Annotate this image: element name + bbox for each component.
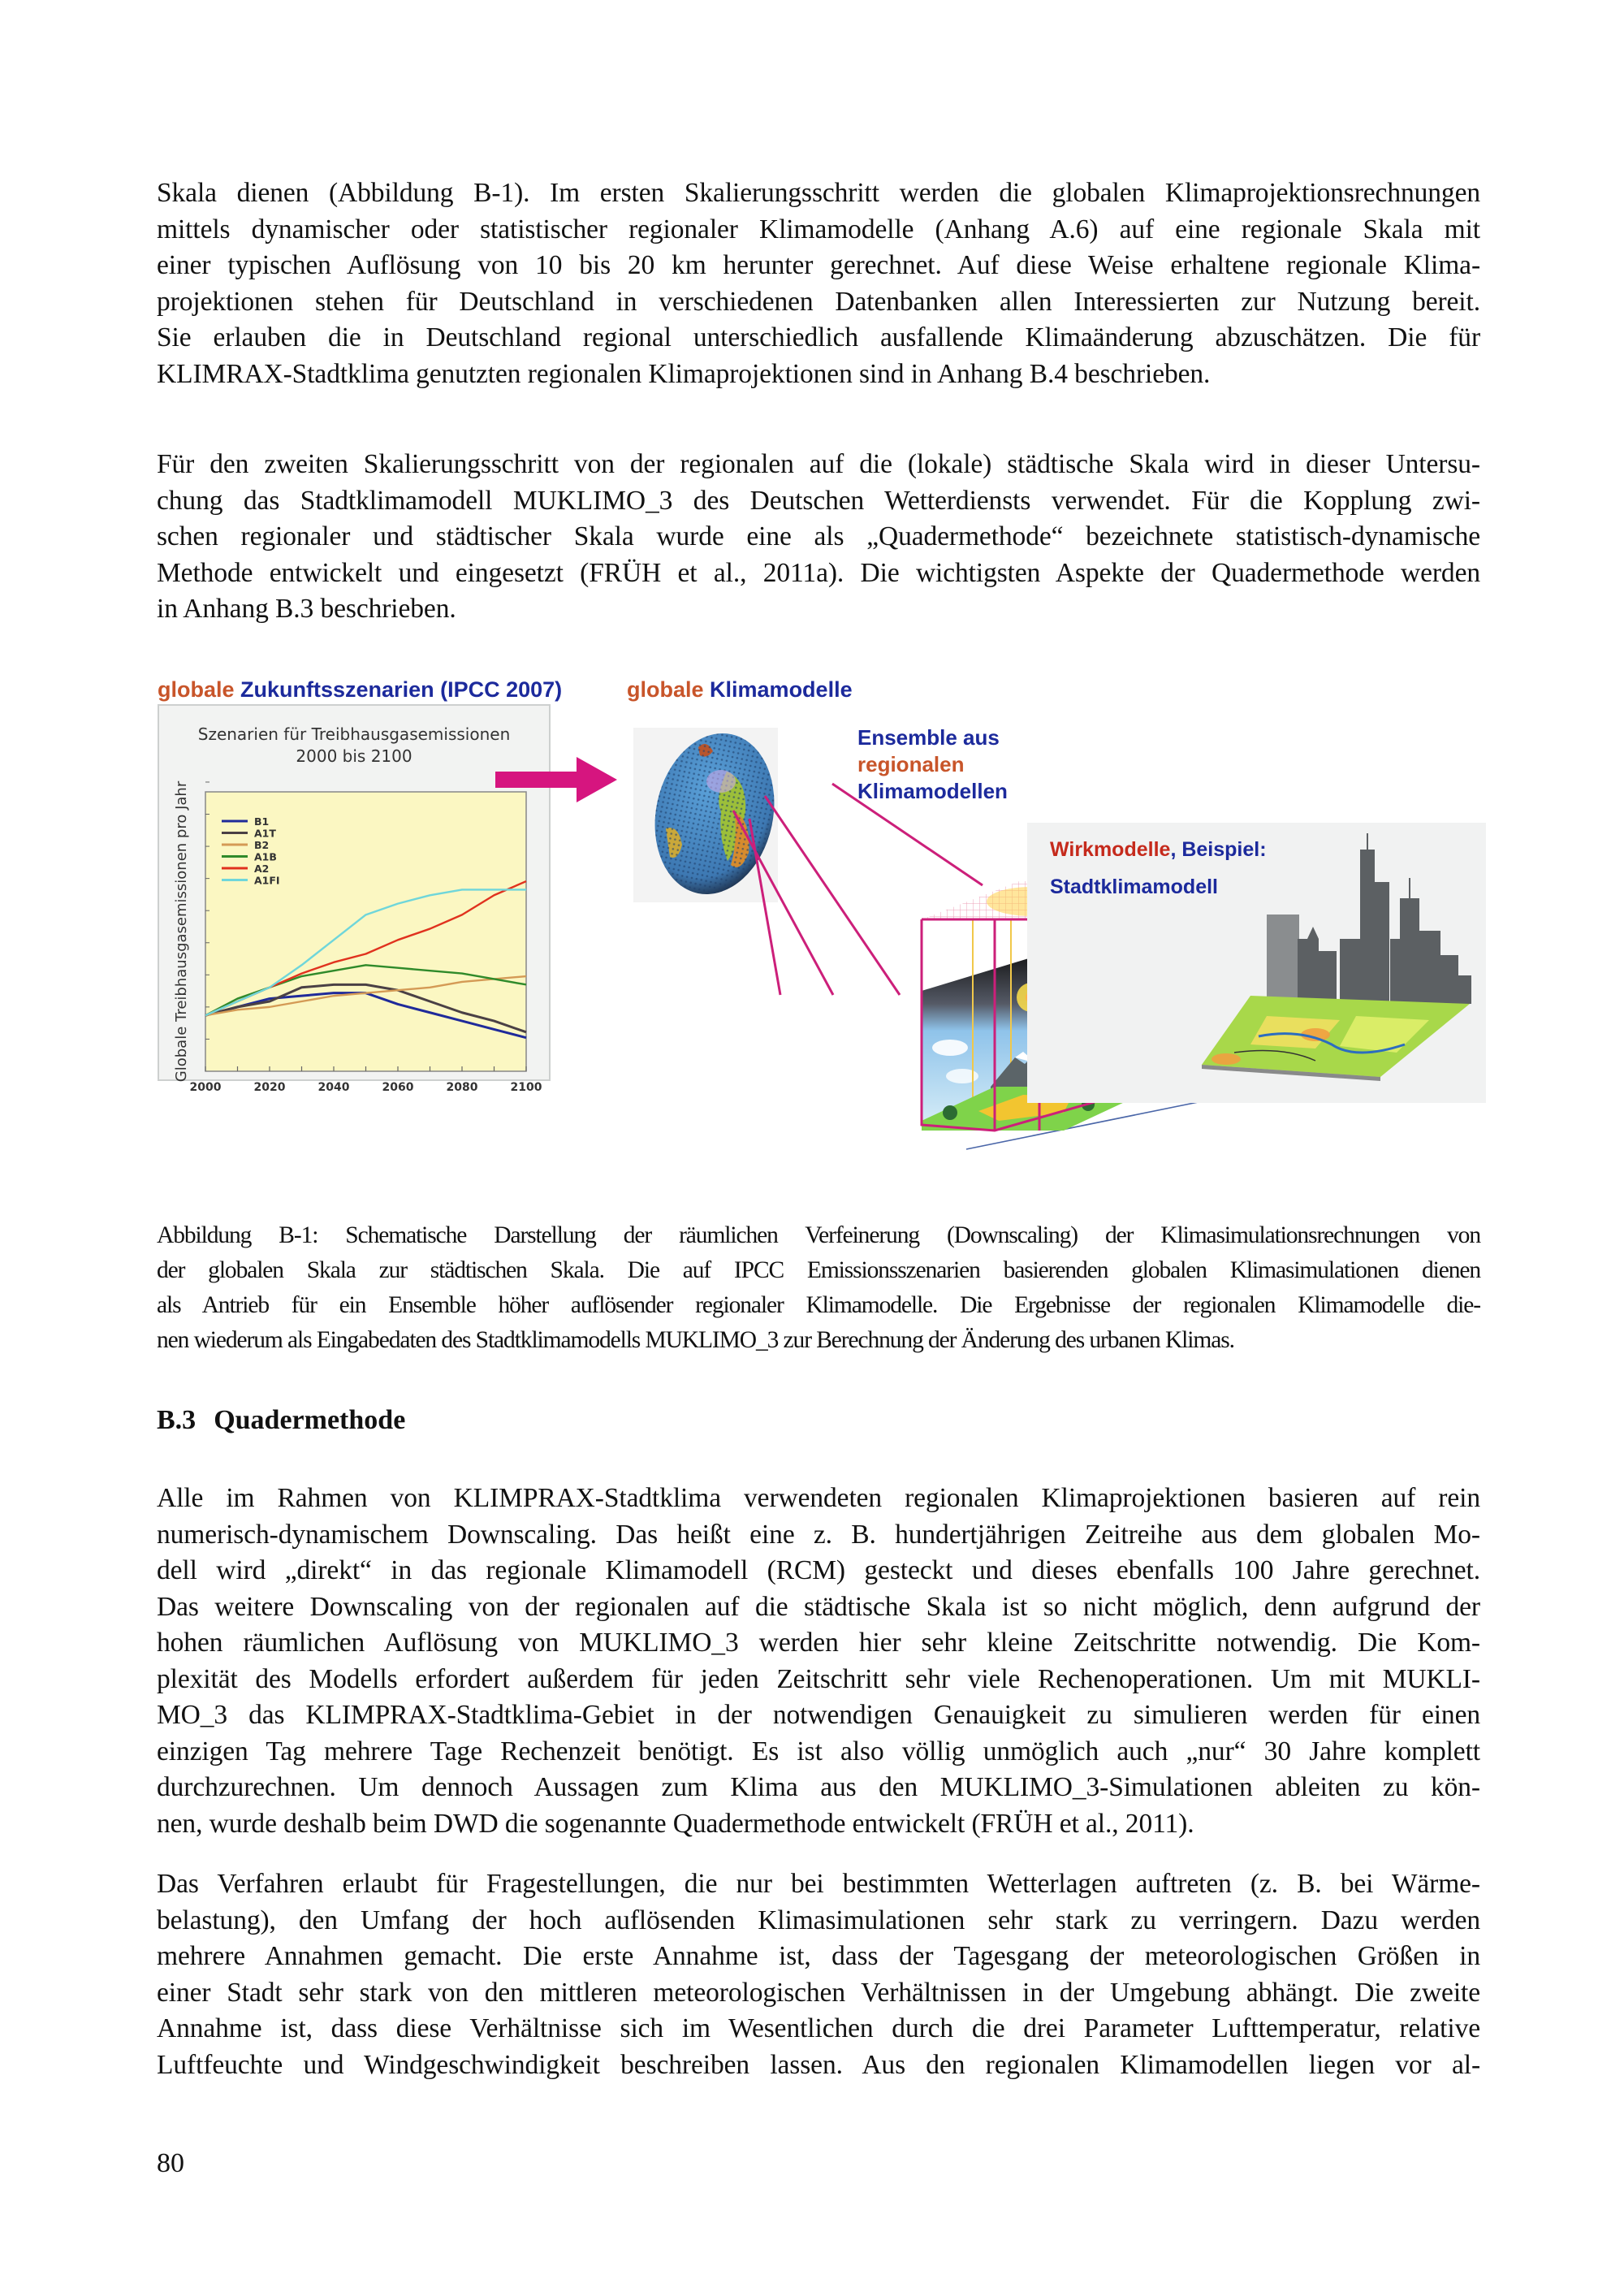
page-number: 80 bbox=[157, 2148, 184, 2178]
text-line: nen, wurde deshalb beim DWD die sogenannte Quadermethode entwickelt (FRÜH et al., 2011). bbox=[157, 1808, 1194, 1839]
ensemble-regional-models-label: Ensemble aus regionalen Klimamodellen bbox=[857, 725, 1008, 803]
text-line: schen regionaler und städtischer Skala wurde eine als „Quadermethode“ bezeichnete statistisch-dynamische bbox=[157, 521, 1480, 551]
text-line: Das Verfahren erlaubt für Fragestellungen, die nur bei bestimmten Wetterlagen auftreten (z. B. bei Wärme- bbox=[157, 1869, 1480, 1899]
paragraph-downscaling-step1 bbox=[157, 175, 1480, 392]
section-heading bbox=[157, 1405, 423, 1436]
text-line: numerisch-dynamischem Downscaling. Das heißt eine z. B. hundertjährigen Zeitreihe aus dem globalen Mo- bbox=[157, 1519, 1480, 1550]
text-line: mehrere Annahmen gemacht. Die erste Annahme ist, dass der Tagesgang der meteorologischen Größen in bbox=[157, 1941, 1480, 1971]
text-line: Das weitere Downscaling von der regionalen auf die städtische Skala ist so nicht möglich, denn aufgrund der bbox=[157, 1591, 1480, 1622]
svg-text:2040: 2040 bbox=[317, 1081, 350, 1094]
figure-downscaling-schematic bbox=[154, 674, 1486, 1210]
paragraph-quadermethode-procedure bbox=[157, 1866, 1480, 2083]
text-line: Methode entwickelt und eingesetzt (FRÜH et al., 2011a). Die wichtigsten Aspekte der Quadermethode werden bbox=[157, 557, 1480, 588]
text-line: Alle im Rahmen von KLIMPRAX-Stadtklima verwendeten regionalen Klimaprojektionen basieren auf rein bbox=[157, 1483, 1480, 1513]
caption-line: als Antrieb für ein Ensemble höher auflösender regionaler Klimamodelle. Die Ergebnisse der regionalen Klimamodelle die- bbox=[157, 1292, 1480, 1318]
text-line: MO_3 das KLIMPRAX-Stadtklima-Gebiet in der notwendigen Genauigkeit zu simulieren werden für einen bbox=[157, 1700, 1480, 1730]
paragraph-quadermethode-intro bbox=[157, 1481, 1480, 1842]
text-line: hohen räumlichen Auflösung von MUKLIMO_3 werden hier sehr kleine Zeitschritte notwendig. Die Kom- bbox=[157, 1628, 1480, 1658]
text-line: dell wird „direkt“ in das regionale Klimamodell (RCM) gesteckt und dieses ebenfalls 100 Jahre gerechnet. bbox=[157, 1555, 1480, 1585]
svg-text:A1B: A1B bbox=[254, 850, 277, 863]
text-line: mittels dynamischer oder statistischer regionaler Klimamodelle (Anhang A.6) auf eine regionale Skala mit bbox=[157, 214, 1480, 244]
figure-caption bbox=[157, 1218, 1480, 1358]
caption-line: der globalen Skala zur städtischen Skala. Die auf IPCC Emissionsszenarien basierenden globalen Klimasimulationen dienen bbox=[157, 1257, 1480, 1283]
svg-text:2060: 2060 bbox=[382, 1081, 414, 1094]
paragraph-downscaling-step2 bbox=[157, 447, 1480, 628]
text-line: Skala dienen (Abbildung B-1). Im ersten Skalierungsschritt werden die globalen Klimaprojektionsrechnungen bbox=[157, 178, 1480, 208]
svg-text:B1: B1 bbox=[254, 815, 270, 828]
chart-title: Szenarien für Treibhausgasemissionen 2000 bis 2100 bbox=[197, 724, 511, 766]
text-line: plexität des Modells erfordert außerdem für jeden Zeitschritt sehr viele Rechenoperationen. Um mit MUKLI- bbox=[157, 1663, 1480, 1694]
section-title: Quadermethode bbox=[214, 1405, 406, 1435]
text-line: einer typischen Auflösung von 10 bis 20 km herunter gerechnet. Auf diese Weise erhaltene regionale Klima- bbox=[157, 250, 1480, 280]
svg-text:A2: A2 bbox=[254, 863, 270, 875]
svg-text:2080: 2080 bbox=[446, 1081, 478, 1094]
figure-heading-global-models: globale Klimamodelle bbox=[627, 677, 853, 702]
section-number: B.3 bbox=[157, 1405, 197, 1435]
city-skyline-map bbox=[1218, 833, 1486, 1101]
svg-text:2020: 2020 bbox=[253, 1081, 286, 1094]
text-line: durchzurechnen. Um dennoch Aussagen zum Klima aus den MUKLIMO_3-Simulationen ableiten zu kön- bbox=[157, 1772, 1480, 1802]
svg-text:Globale Treibhausgasemissionen: Globale Treibhausgasemissionen pro Jahr bbox=[173, 780, 190, 1083]
svg-text:2100: 2100 bbox=[510, 1081, 542, 1094]
text-line: einer Stadt sehr stark von den mittleren meteorologischen Verhältnissen in der Umgebung abhängt. Die zweite bbox=[157, 1977, 1480, 2008]
svg-text:A1FI: A1FI bbox=[254, 874, 280, 887]
text-line: Für den zweiten Skalierungsschritt von der regionalen auf die (lokale) städtische Skala wird in dieser Untersu- bbox=[157, 449, 1480, 479]
caption-line: Abbildung B-1: Schematische Darstellung der räumlichen Verfeinerung (Downscaling) der Klimasimulationsrechnungen von bbox=[157, 1222, 1480, 1248]
text-line: Annahme ist, dass diese Verhältnisse sich im Wesentlichen durch die drei Parameter Lufttemperatur, relative bbox=[157, 2013, 1480, 2043]
text-line: projektionen stehen für Deutschland in verschiedenen Datenbanken allen Interessierten zur Nutzung bereit. bbox=[157, 286, 1480, 317]
text-line: chung das Stadtklimamodell MUKLIMO_3 des Deutschen Wetterdiensts verwendet. Für die Kopplung zwi- bbox=[157, 485, 1480, 516]
text-line: KLIMRAX-Stadtklima genutzten regionalen Klimaprojektionen sind in Anhang B.4 beschrieben. bbox=[157, 358, 1211, 389]
impact-model-label: Wirkmodelle, Beispiel: Stadtklimamodell bbox=[1050, 838, 1267, 898]
svg-text:A1T: A1T bbox=[254, 827, 276, 840]
svg-text:B2: B2 bbox=[254, 839, 270, 851]
text-line: belastung), den Umfang der hoch auflösenden Klimasimulationen sehr stark zu verringern. Dazu werden bbox=[157, 1905, 1480, 1935]
text-line: Luftfeuchte und Windgeschwindigkeit beschreiben lassen. Aus den regionalen Klimamodellen liegen vor al- bbox=[157, 2049, 1480, 2080]
figure-heading-scenarios: globale Zukunftsszenarien (IPCC 2007) bbox=[158, 677, 563, 702]
text-line: einzigen Tag mehrere Tage Rechenzeit benötigt. Es ist also völlig unmöglich auch „nur“ 30 Jahre komplett bbox=[157, 1736, 1480, 1766]
caption-line: nen wiederum als Eingabedaten des Stadtklimamodells MUKLIMO_3 zur Berechnung der Änderung des urbanen Klimas. bbox=[157, 1327, 1234, 1353]
text-line: in Anhang B.3 beschrieben. bbox=[157, 594, 456, 624]
text-line: Sie erlauben die in Deutschland regional unterschiedlich ausfallende Klimaänderung abzuschätzen. Die für bbox=[157, 322, 1480, 352]
svg-text:2000: 2000 bbox=[189, 1081, 222, 1094]
